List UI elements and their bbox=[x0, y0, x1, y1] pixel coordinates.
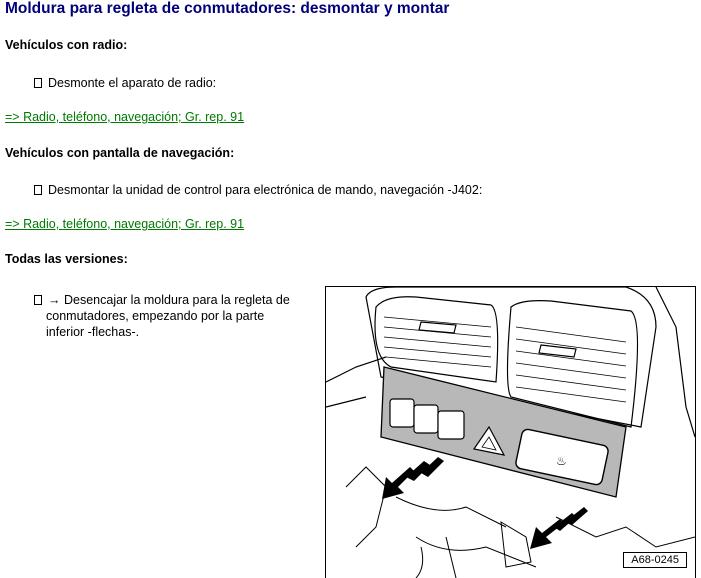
section-heading-radio: Vehículos con radio: bbox=[5, 38, 128, 52]
step-text-line3: inferior -flechas-. bbox=[46, 325, 140, 339]
trim-illustration bbox=[326, 287, 695, 578]
step-remove-radio bbox=[34, 75, 216, 91]
checkbox-bullet-icon bbox=[34, 185, 42, 195]
page-title: Moldura para regleta de conmutadores: desmontar y montar bbox=[5, 0, 450, 17]
step-text-line2: conmutadores, empezando por la parte bbox=[46, 309, 265, 323]
step-text: Desmonte el aparato de radio: bbox=[48, 76, 217, 90]
step-remove-control-unit bbox=[34, 182, 482, 198]
svg-text:♨: ♨ bbox=[556, 454, 567, 468]
step-text-line1: Desencajar la moldura para la regleta de bbox=[63, 293, 290, 307]
link-radio-navigation[interactable]: => Radio, teléfono, navegación; Gr. rep. 91 bbox=[5, 110, 245, 124]
step-release-trim bbox=[34, 292, 314, 340]
figure-label: A68-0245 bbox=[623, 552, 687, 568]
step-text: Desmontar la unidad de control para electrónica de mando, navegación -J402: bbox=[48, 183, 483, 197]
figure-switch-strip-trim bbox=[325, 286, 696, 578]
checkbox-bullet-icon bbox=[34, 78, 42, 88]
checkbox-bullet-icon bbox=[34, 295, 42, 305]
link-radio-navigation-2[interactable]: => Radio, teléfono, navegación; Gr. rep. 91 bbox=[5, 217, 245, 231]
section-heading-navigation: Vehículos con pantalla de navegación: bbox=[5, 146, 235, 160]
section-heading-all-versions: Todas las versiones: bbox=[5, 252, 128, 266]
step-arrow: → bbox=[48, 293, 61, 307]
